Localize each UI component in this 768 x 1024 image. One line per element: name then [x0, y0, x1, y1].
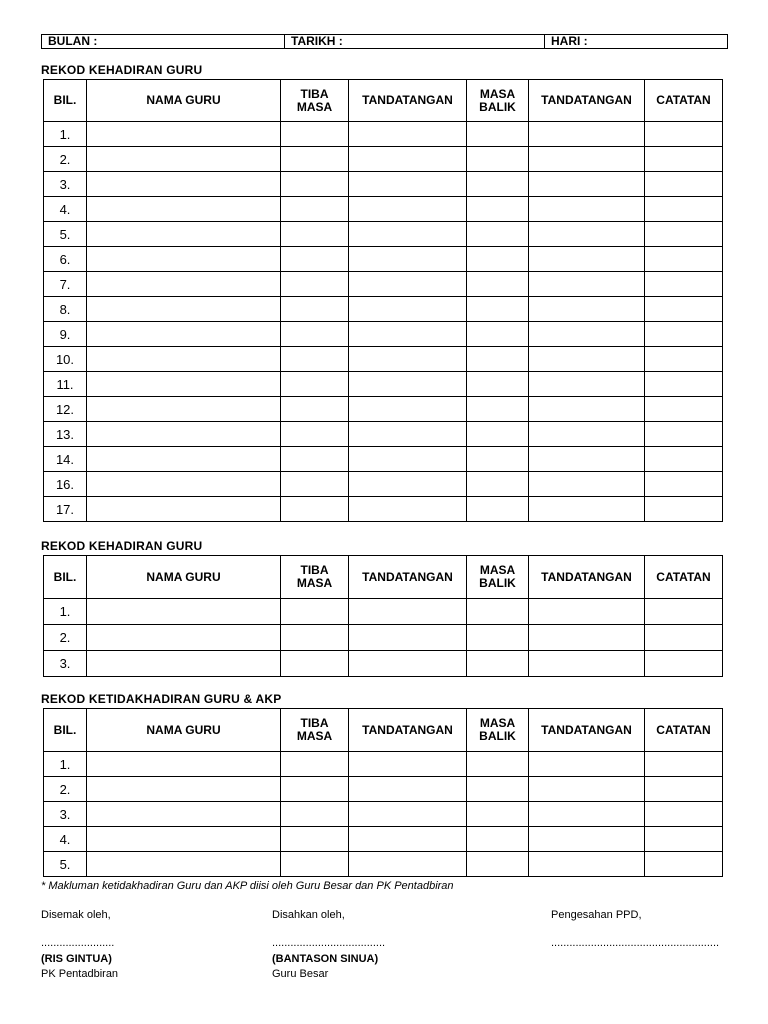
catatan-cell[interactable] [645, 422, 723, 447]
tiba-masa-cell[interactable] [281, 297, 349, 322]
col-header-tiba-masa [281, 709, 349, 752]
header-info-bar [41, 34, 728, 49]
tiba-masa-cell[interactable] [281, 497, 349, 522]
tiba-masa-cell[interactable] [281, 802, 349, 827]
table-row [44, 777, 723, 802]
nama-guru-cell[interactable] [87, 322, 281, 347]
catatan-cell[interactable] [645, 322, 723, 347]
tiba-masa-cell[interactable] [281, 852, 349, 877]
bil-cell: 10. [44, 347, 87, 372]
table-row [44, 147, 723, 172]
table-row [44, 197, 723, 222]
attendance-table-1 [43, 79, 723, 522]
tandatangan-2-cell[interactable] [529, 147, 645, 172]
col-header-tandatangan-1: TANDATANGAN [349, 556, 467, 599]
tandatangan-1-cell[interactable] [349, 802, 467, 827]
tandatangan-2-cell[interactable] [529, 372, 645, 397]
bil-cell: 2. [44, 147, 87, 172]
table-row [44, 397, 723, 422]
catatan-cell[interactable] [645, 372, 723, 397]
catatan-cell[interactable] [645, 599, 723, 625]
masa-balik-cell[interactable] [467, 197, 529, 222]
catatan-cell[interactable] [645, 172, 723, 197]
col-header-masa-balik [467, 80, 529, 122]
tandatangan-1-cell[interactable] [349, 599, 467, 625]
section-title-attendance-2: REKOD KEHADIRAN GURU [41, 539, 203, 553]
tandatangan-1-cell[interactable] [349, 172, 467, 197]
table-row [44, 422, 723, 447]
tiba-masa-cell[interactable] [281, 347, 349, 372]
masa-balik-cell[interactable] [467, 802, 529, 827]
tandatangan-1-cell[interactable] [349, 122, 467, 147]
catatan-cell[interactable] [645, 777, 723, 802]
tandatangan-1-cell[interactable] [349, 222, 467, 247]
tandatangan-1-cell[interactable] [349, 322, 467, 347]
footnote: * Makluman ketidakhadiran Guru dan AKP diisi oleh Guru Besar dan PK Pentadbiran [41, 880, 454, 892]
tiba-masa-cell[interactable] [281, 172, 349, 197]
table-row [44, 651, 723, 677]
bil-cell: 2. [44, 625, 87, 651]
bil-cell: 1. [44, 599, 87, 625]
signature-approved-name: (BANTASON SINUA) [272, 953, 379, 965]
tandatangan-2-cell[interactable] [529, 497, 645, 522]
masa-balik-cell[interactable] [467, 247, 529, 272]
masa-balik-cell[interactable] [467, 172, 529, 197]
table-row [44, 852, 723, 877]
bil-cell: 4. [44, 197, 87, 222]
tiba-masa-cell[interactable] [281, 122, 349, 147]
col-header-catatan: CATATAN [645, 709, 723, 752]
table-row [44, 447, 723, 472]
balik-line-2: BALIK [479, 99, 516, 114]
tandatangan-1-cell[interactable] [349, 827, 467, 852]
signature-checked-name: (RIS GINTUA) [41, 953, 112, 965]
bil-cell: 1. [44, 752, 87, 777]
signature-ppd-label: Pengesahan PPD, [551, 909, 642, 921]
masa-balik-cell[interactable] [467, 497, 529, 522]
section-title-absence: REKOD KETIDAKHADIRAN GURU & AKP [41, 692, 282, 706]
masa-balik-cell[interactable] [467, 599, 529, 625]
col-header-catatan: CATATAN [645, 80, 723, 122]
tandatangan-1-cell[interactable] [349, 397, 467, 422]
tiba-masa-cell[interactable] [281, 777, 349, 802]
nama-guru-cell[interactable] [87, 197, 281, 222]
tandatangan-1-cell[interactable] [349, 752, 467, 777]
tandatangan-1-cell[interactable] [349, 347, 467, 372]
tandatangan-2-cell[interactable] [529, 625, 645, 651]
tiba-masa-cell[interactable] [281, 625, 349, 651]
col-header-bil: BIL. [44, 709, 87, 752]
balik-line-1: MASA [479, 86, 516, 101]
masa-balik-cell[interactable] [467, 347, 529, 372]
table-row [44, 247, 723, 272]
bil-cell: 1. [44, 122, 87, 147]
masa-balik-cell[interactable] [467, 651, 529, 677]
nama-guru-cell[interactable] [87, 347, 281, 372]
bil-cell: 3. [44, 651, 87, 677]
hari-label: HARI : [551, 34, 588, 48]
masa-balik-cell[interactable] [467, 322, 529, 347]
bil-cell: 12. [44, 397, 87, 422]
nama-guru-cell[interactable] [87, 422, 281, 447]
tandatangan-1-cell[interactable] [349, 497, 467, 522]
col-header-tandatangan-2: TANDATANGAN [529, 80, 645, 122]
table-header-row [44, 556, 723, 599]
tandatangan-1-cell[interactable] [349, 372, 467, 397]
hari-field[interactable] [545, 35, 728, 49]
table-row [44, 222, 723, 247]
signature-checked-line[interactable]: ........................ [41, 937, 115, 949]
tandatangan-1-cell[interactable] [349, 197, 467, 222]
tiba-masa-cell[interactable] [281, 372, 349, 397]
bil-cell: 2. [44, 777, 87, 802]
nama-guru-cell[interactable] [87, 852, 281, 877]
signature-checked-label: Disemak oleh, [41, 909, 111, 921]
nama-guru-cell[interactable] [87, 802, 281, 827]
masa-balik-cell[interactable] [467, 297, 529, 322]
nama-guru-cell[interactable] [87, 651, 281, 677]
tiba-masa-cell[interactable] [281, 247, 349, 272]
tandatangan-1-cell[interactable] [349, 272, 467, 297]
nama-guru-cell[interactable] [87, 777, 281, 802]
catatan-cell[interactable] [645, 447, 723, 472]
tiba-line-1: TIBA [300, 563, 329, 577]
bil-cell: 4. [44, 827, 87, 852]
tiba-masa-cell[interactable] [281, 599, 349, 625]
bil-cell: 8. [44, 297, 87, 322]
tandatangan-2-cell[interactable] [529, 222, 645, 247]
bil-cell: 3. [44, 802, 87, 827]
tiba-masa-cell[interactable] [281, 651, 349, 677]
tandatangan-1-cell[interactable] [349, 472, 467, 497]
masa-balik-cell[interactable] [467, 122, 529, 147]
nama-guru-cell[interactable] [87, 147, 281, 172]
attendance-table-2 [43, 555, 723, 677]
col-header-bil: BIL. [44, 80, 87, 122]
masa-balik-cell[interactable] [467, 372, 529, 397]
catatan-cell[interactable] [645, 625, 723, 651]
table-row [44, 827, 723, 852]
nama-guru-cell[interactable] [87, 497, 281, 522]
balik-line-1: MASA [479, 563, 516, 577]
nama-guru-cell[interactable] [87, 122, 281, 147]
tandatangan-1-cell[interactable] [349, 247, 467, 272]
col-header-tandatangan-1: TANDATANGAN [349, 80, 467, 122]
masa-balik-cell[interactable] [467, 422, 529, 447]
tiba-masa-cell[interactable] [281, 197, 349, 222]
tandatangan-1-cell[interactable] [349, 422, 467, 447]
nama-guru-cell[interactable] [87, 752, 281, 777]
table-row [44, 122, 723, 147]
bulan-field[interactable] [42, 35, 285, 49]
tandatangan-1-cell[interactable] [349, 852, 467, 877]
catatan-cell[interactable] [645, 247, 723, 272]
bil-cell: 3. [44, 172, 87, 197]
masa-balik-cell[interactable] [467, 472, 529, 497]
bil-cell: 17. [44, 497, 87, 522]
tandatangan-2-cell[interactable] [529, 447, 645, 472]
catatan-cell[interactable] [645, 122, 723, 147]
nama-guru-cell[interactable] [87, 472, 281, 497]
masa-balik-cell[interactable] [467, 397, 529, 422]
bil-cell: 16. [44, 472, 87, 497]
table-header-row [44, 709, 723, 752]
catatan-cell[interactable] [645, 347, 723, 372]
tandatangan-2-cell[interactable] [529, 777, 645, 802]
col-header-tiba-masa [281, 80, 349, 122]
col-header-masa-balik [467, 556, 529, 599]
nama-guru-cell[interactable] [87, 272, 281, 297]
tandatangan-2-cell[interactable] [529, 397, 645, 422]
table-row [44, 347, 723, 372]
tandatangan-2-cell[interactable] [529, 752, 645, 777]
tiba-masa-cell[interactable] [281, 222, 349, 247]
masa-balik-cell[interactable] [467, 625, 529, 651]
col-header-tandatangan-1: TANDATANGAN [349, 709, 467, 752]
bulan-label: BULAN : [48, 34, 98, 48]
tiba-masa-cell[interactable] [281, 472, 349, 497]
tiba-masa-cell[interactable] [281, 322, 349, 347]
tandatangan-1-cell[interactable] [349, 297, 467, 322]
catatan-cell[interactable] [645, 222, 723, 247]
balik-line-2: BALIK [479, 729, 516, 743]
tandatangan-2-cell[interactable] [529, 122, 645, 147]
catatan-cell[interactable] [645, 297, 723, 322]
table-header-row [44, 80, 723, 122]
col-header-tandatangan-2: TANDATANGAN [529, 709, 645, 752]
tandatangan-2-cell[interactable] [529, 422, 645, 447]
table-row [44, 322, 723, 347]
nama-guru-cell[interactable] [87, 222, 281, 247]
tandatangan-2-cell[interactable] [529, 599, 645, 625]
tiba-line-1: TIBA [300, 86, 329, 101]
tandatangan-1-cell[interactable] [349, 447, 467, 472]
masa-balik-cell[interactable] [467, 447, 529, 472]
tandatangan-2-cell[interactable] [529, 651, 645, 677]
nama-guru-cell[interactable] [87, 625, 281, 651]
nama-guru-cell[interactable] [87, 372, 281, 397]
catatan-cell[interactable] [645, 852, 723, 877]
masa-balik-cell[interactable] [467, 777, 529, 802]
table-row [44, 372, 723, 397]
absence-table [43, 708, 723, 877]
tandatangan-2-cell[interactable] [529, 852, 645, 877]
table-row [44, 802, 723, 827]
nama-guru-cell[interactable] [87, 247, 281, 272]
tandatangan-2-cell[interactable] [529, 802, 645, 827]
table-row [44, 752, 723, 777]
signature-ppd-line[interactable]: ....................................................... [551, 937, 720, 949]
signature-checked-role: PK Pentadbiran [41, 968, 119, 980]
tandatangan-1-cell[interactable] [349, 651, 467, 677]
table-row [44, 272, 723, 297]
masa-balik-cell[interactable] [467, 222, 529, 247]
balik-line-2: BALIK [479, 576, 516, 590]
tiba-line-2: MASA [296, 729, 333, 743]
tandatangan-2-cell[interactable] [529, 322, 645, 347]
tarikh-field[interactable] [285, 35, 545, 49]
bil-cell: 6. [44, 247, 87, 272]
nama-guru-cell[interactable] [87, 827, 281, 852]
table-row [44, 599, 723, 625]
tiba-masa-cell[interactable] [281, 397, 349, 422]
tandatangan-2-cell[interactable] [529, 247, 645, 272]
balik-line-1: MASA [479, 716, 516, 730]
tiba-line-2: MASA [296, 99, 333, 114]
catatan-cell[interactable] [645, 197, 723, 222]
nama-guru-cell[interactable] [87, 447, 281, 472]
tandatangan-2-cell[interactable] [529, 827, 645, 852]
masa-balik-cell[interactable] [467, 272, 529, 297]
catatan-cell[interactable] [645, 472, 723, 497]
catatan-cell[interactable] [645, 752, 723, 777]
bil-cell: 7. [44, 272, 87, 297]
bil-cell: 14. [44, 447, 87, 472]
tiba-line-1: TIBA [300, 716, 329, 730]
col-header-tiba-masa [281, 556, 349, 599]
signature-approved-label: Disahkan oleh, [272, 909, 345, 921]
table-row [44, 497, 723, 522]
nama-guru-cell[interactable] [87, 599, 281, 625]
masa-balik-cell[interactable] [467, 147, 529, 172]
tiba-line-2: MASA [296, 576, 333, 590]
col-header-nama-guru: NAMA GURU [87, 709, 281, 752]
table-row [44, 172, 723, 197]
masa-balik-cell[interactable] [467, 752, 529, 777]
table-row [44, 297, 723, 322]
col-header-catatan: CATATAN [645, 556, 723, 599]
tiba-masa-cell[interactable] [281, 147, 349, 172]
catatan-cell[interactable] [645, 397, 723, 422]
tandatangan-1-cell[interactable] [349, 147, 467, 172]
tiba-masa-cell[interactable] [281, 827, 349, 852]
col-header-tandatangan-2: TANDATANGAN [529, 556, 645, 599]
catatan-cell[interactable] [645, 272, 723, 297]
table-row [44, 472, 723, 497]
col-header-nama-guru: NAMA GURU [87, 80, 281, 122]
tandatangan-2-cell[interactable] [529, 172, 645, 197]
tiba-masa-cell[interactable] [281, 272, 349, 297]
tandatangan-2-cell[interactable] [529, 472, 645, 497]
bil-cell: 11. [44, 372, 87, 397]
section-title-attendance-1: REKOD KEHADIRAN GURU [41, 63, 203, 77]
signature-approved-line[interactable]: ..................................... [272, 937, 386, 949]
catatan-cell[interactable] [645, 497, 723, 522]
catatan-cell[interactable] [645, 651, 723, 677]
tandatangan-2-cell[interactable] [529, 347, 645, 372]
col-header-bil: BIL. [44, 556, 87, 599]
masa-balik-cell[interactable] [467, 852, 529, 877]
tandatangan-2-cell[interactable] [529, 197, 645, 222]
tandatangan-2-cell[interactable] [529, 272, 645, 297]
tandatangan-2-cell[interactable] [529, 297, 645, 322]
tiba-masa-cell[interactable] [281, 422, 349, 447]
signature-approved-role: Guru Besar [272, 968, 329, 980]
catatan-cell[interactable] [645, 147, 723, 172]
nama-guru-cell[interactable] [87, 397, 281, 422]
tiba-masa-cell[interactable] [281, 447, 349, 472]
masa-balik-cell[interactable] [467, 827, 529, 852]
bil-cell: 13. [44, 422, 87, 447]
catatan-cell[interactable] [645, 827, 723, 852]
bil-cell: 5. [44, 852, 87, 877]
nama-guru-cell[interactable] [87, 297, 281, 322]
tandatangan-1-cell[interactable] [349, 625, 467, 651]
catatan-cell[interactable] [645, 802, 723, 827]
bil-cell: 5. [44, 222, 87, 247]
nama-guru-cell[interactable] [87, 172, 281, 197]
col-header-nama-guru: NAMA GURU [87, 556, 281, 599]
bil-cell: 9. [44, 322, 87, 347]
tiba-masa-cell[interactable] [281, 752, 349, 777]
tarikh-label: TARIKH : [291, 34, 343, 48]
tandatangan-1-cell[interactable] [349, 777, 467, 802]
col-header-masa-balik [467, 709, 529, 752]
table-row [44, 625, 723, 651]
